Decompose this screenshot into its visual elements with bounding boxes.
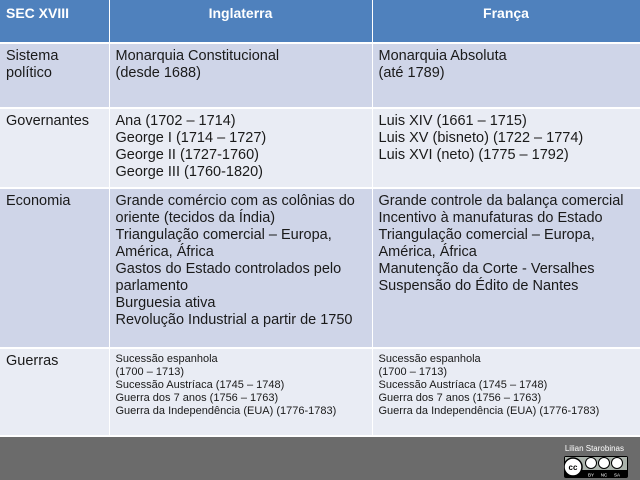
cell-line: Triangulação comercial – Europa, América, África — [115, 227, 332, 260]
cell-line: Grande comércio com as colônias do oriente (tecidos da Índia) — [115, 193, 355, 226]
table-row — [0, 43, 640, 108]
cell-line: Suspensão do Édito de Nantes — [378, 278, 579, 294]
cc-label-by: BY — [587, 472, 595, 478]
cc-label-sa: SA — [613, 472, 621, 478]
cell-line: Burguesia ativa — [115, 295, 216, 311]
author-credit: Lilian Starobinas — [564, 444, 624, 453]
cell-line: Incentivo à manufaturas do Estado — [378, 210, 603, 226]
cell-line: George III (1760-1820) — [115, 164, 264, 180]
cell-line: (1700 – 1713) — [378, 366, 447, 378]
cell-line: (até 1789) — [378, 65, 445, 81]
cell-line: Guerra dos 7 anos (1756 – 1763) — [378, 392, 542, 404]
cell-line: (desde 1688) — [115, 65, 201, 81]
row-label: Governantes — [0, 108, 109, 188]
cell-line: Monarquia Absoluta — [378, 48, 507, 64]
table-row — [0, 108, 640, 188]
row-label: Guerras — [0, 348, 109, 436]
row-label: Sistema político — [0, 43, 109, 108]
header-inglaterra: Inglaterra — [109, 0, 372, 43]
cell-line: Luis XVI (neto) (1775 – 1792) — [378, 147, 569, 163]
cell-line: Triangulação comercial – Europa, América, África — [378, 227, 595, 260]
cell-line: Sucessão espanhola — [115, 353, 218, 365]
cell-line: Luis XIV (1661 – 1715) — [378, 113, 527, 129]
cell-line: Manutenção da Corte - Versalhes — [378, 261, 595, 277]
cell-line: Luis XV (bisneto) (1722 – 1774) — [378, 130, 584, 146]
cell-line: George I (1714 – 1727) — [115, 130, 267, 146]
cell-line: Monarquia Constitucional — [115, 48, 280, 64]
cell-line: Sucessão Austríaca (1745 – 1748) — [115, 379, 285, 391]
cell-line: Revolução Industrial a partir de 1750 — [115, 312, 353, 328]
cell-line: Grande controle da balança comercial — [378, 193, 624, 209]
cell-franca — [372, 348, 640, 436]
cell-inglaterra — [109, 348, 372, 436]
cc-by-nc-sa-icon — [564, 456, 628, 478]
cell-line: Ana (1702 – 1714) — [115, 113, 236, 129]
cc-label-nc: NC — [600, 472, 608, 478]
header-franca: França — [372, 0, 640, 43]
header-period: SEC XVIII — [0, 0, 109, 43]
cell-line: Guerra da Independência (EUA) (1776-1783) — [115, 405, 337, 417]
cell-franca — [372, 43, 640, 108]
cell-line: (1700 – 1713) — [115, 366, 184, 378]
cell-line: George II (1727-1760) — [115, 147, 259, 163]
cell-line: Sucessão Austríaca (1745 – 1748) — [378, 379, 548, 391]
cell-line: Guerra dos 7 anos (1756 – 1763) — [115, 392, 279, 404]
table-row — [0, 188, 640, 348]
table-row — [0, 348, 640, 436]
cell-inglaterra — [109, 43, 372, 108]
cell-inglaterra — [109, 108, 372, 188]
cell-inglaterra — [109, 188, 372, 348]
row-label: Economia — [0, 188, 109, 348]
svg-text:cc: cc — [568, 463, 578, 472]
cell-franca — [372, 108, 640, 188]
footer — [0, 436, 640, 480]
cell-line: Sucessão espanhola — [378, 353, 481, 365]
cell-line: Guerra da Independência (EUA) (1776-1783) — [378, 405, 600, 417]
cell-franca — [372, 188, 640, 348]
table-header-row — [0, 0, 640, 43]
cell-line: Gastos do Estado controlados pelo parlamento — [115, 261, 342, 294]
